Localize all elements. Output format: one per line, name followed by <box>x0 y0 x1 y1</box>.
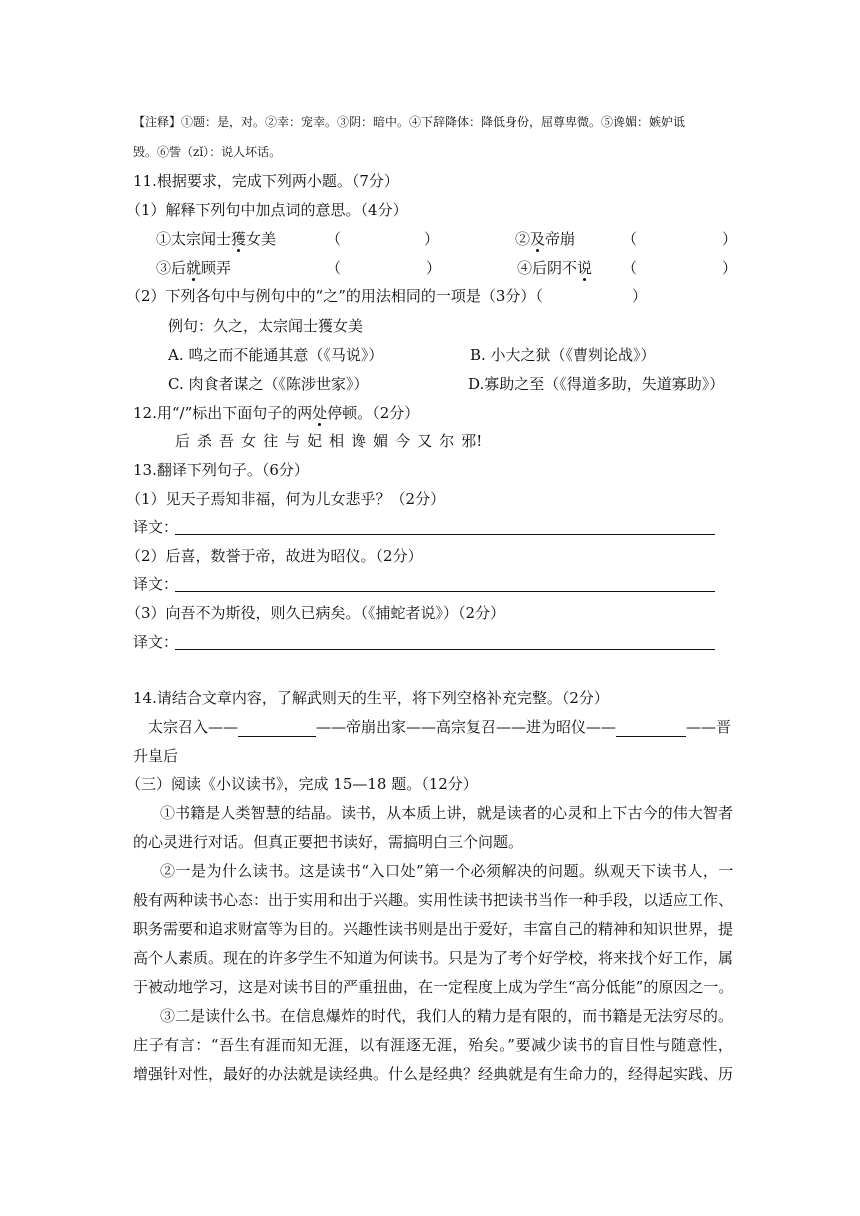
note-line-1: 【注释】①题：是，对。②幸：宠幸。③阴：暗中。④下辞降体：降低身份，屈尊卑微。⑤谗媚：嫉妒诋 <box>133 115 686 129</box>
answer-blank[interactable] <box>238 720 316 737</box>
q11-item-3: ③后就顾弄 <box>156 259 232 277</box>
para-1-line: ①书籍是人类智慧的结晶。读书，从本质上讲，就是读者的心灵和上下古今的伟大智者 <box>160 804 734 822</box>
q11-item-2: ②及帝崩 <box>515 230 576 248</box>
section3-title: （三）阅读《小议读书》，完成 15—18 题。（12分） <box>126 775 478 793</box>
answer-paren-close: ） <box>426 259 442 277</box>
answer-line[interactable] <box>175 533 715 535</box>
option-c: C. 肉食者谋之（《陈涉世家》） <box>168 375 369 393</box>
q12-sentence: 后 杀 吾 女 往 与 妃 相 谗 媚 今 又 尔 邪! <box>175 432 483 450</box>
q12-title: 12.用“/”标出下面句子的两处停顿。（2分） <box>133 404 420 422</box>
dotted-char: 就 <box>186 259 202 277</box>
answer-paren-close: ） <box>632 287 648 305</box>
para-3-line: ③二是读什么书。在信息爆炸的时代，我们人的精力是有限的，而书籍是无法穷尽的。 <box>160 1007 734 1025</box>
answer-paren-open: （ <box>326 259 342 277</box>
para-2-line: 般有两种读书心态：出于实用和出于兴趣。实用性读书把读书当作一种手段，以适应工作、 <box>133 891 734 909</box>
q11-title: 11.根据要求，完成下列两小题。（7分） <box>133 172 399 190</box>
q14-sequence: 太宗召入—— ——帝崩出家——高宗复召——进为昭仪—— ——晋 <box>148 718 732 736</box>
option-a: A. 鸣之而不能通其意（《马说》） <box>168 346 384 364</box>
q13-sentence-2: （2）后喜，数誉于帝，故进为昭仪。（2分） <box>126 547 423 565</box>
q11-example: 例句：久之，太宗闻士獲女美 <box>168 317 364 335</box>
translation-label: 译文： <box>133 575 179 593</box>
answer-paren-close: ） <box>424 230 440 248</box>
answer-paren-open: （ <box>326 230 342 248</box>
translation-label: 译文： <box>133 518 179 536</box>
dotted-char: 处 <box>312 404 328 422</box>
option-b: B. 小大之狱（《曹刿论战》） <box>470 346 656 364</box>
para-2-line: ②一是为什么读书。这是读书“入口处”第一个必须解决的问题。纵观天下读书人，一 <box>160 862 734 880</box>
answer-paren-close: ） <box>722 230 738 248</box>
para-2-line: 高个人素质。现在的许多学生不知道为何读书。只是为了考个好学校，将来找个好工作，属 <box>133 949 734 967</box>
note-line-2: 毁。⑥訾（zǐ）：说人坏话。 <box>133 145 282 159</box>
q14-title: 14.请结合文章内容，了解武则天的生平，将下列空格补充完整。（2分） <box>133 689 609 707</box>
q11-part1: （1）解释下列句中加点词的意思。（4分） <box>126 201 408 219</box>
para-2-line: 于被动地学习，这是对读书目的严重扭曲，在一定程度上成为学生“高分低能”的原因之一。 <box>133 978 734 996</box>
dotted-char: 及 <box>530 230 546 248</box>
q14-sequence-end: 升皇后 <box>133 747 179 765</box>
answer-line[interactable] <box>175 648 715 650</box>
q11-item-1: ①太宗闻士獲女美 <box>156 230 277 248</box>
answer-blank[interactable] <box>616 720 686 737</box>
q13-sentence-1: （1）见天子焉知非福，何为儿女悲乎？（2分） <box>126 490 446 508</box>
q11-item-4: ④后阴不说 <box>517 259 593 277</box>
para-3-line: 增强针对性，最好的办法就是读经典。什么是经典？经典就是有生命力的，经得起实践、历 <box>133 1065 734 1083</box>
answer-paren-open: （ <box>622 230 638 248</box>
answer-paren-open: （ <box>622 259 638 277</box>
dotted-char: 说 <box>577 259 593 277</box>
para-2-line: 职务需要和追求财富等为目的。兴趣性读书则是出于爱好，丰富自己的精神和知识世界，提 <box>133 920 734 938</box>
option-d: D.寡助之至（《得道多助，失道寡助》） <box>468 375 725 393</box>
q13-sentence-3: （3）向吾不为斯役，则久已病矣。（《捕蛇者说》）（2分） <box>126 604 506 622</box>
para-1-line: 的心灵进行对话。但真正要把书读好，需搞明白三个问题。 <box>133 833 524 851</box>
answer-line[interactable] <box>175 590 715 592</box>
para-3-line: 庄子有言：“吾生有涯而知无涯，以有涯逐无涯，殆矣。”要减少读书的盲目性与随意性， <box>133 1036 734 1054</box>
answer-paren-close: ） <box>722 259 738 277</box>
q13-title: 13.翻译下列句子。（6分） <box>133 461 309 479</box>
translation-label: 译文： <box>133 633 179 651</box>
dotted-char: 獲 <box>231 230 247 248</box>
q11-part2: （2）下列各句中与例句中的“之”的用法相同的一项是（3分）（ <box>126 287 543 305</box>
